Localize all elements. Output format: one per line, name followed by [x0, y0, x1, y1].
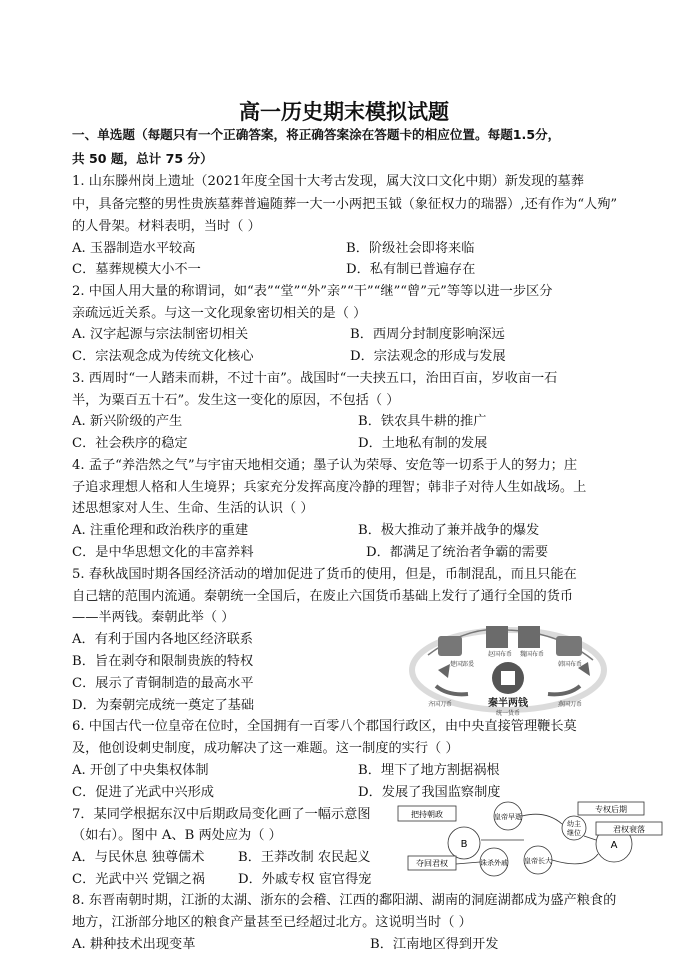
question-7-option-a: A．与民休息 独尊儒术: [72, 850, 205, 865]
question-3-option-b: B．铁农具牛耕的推广: [358, 414, 487, 429]
diagram-right-top-a: 幼主: [567, 820, 581, 828]
question-5-line-1: 5. 春秋战国时期各国经济活动的增加促进了货币的使用，但是，币制混乱，而且只能在: [72, 567, 577, 582]
coin-subcaption: 统一货币: [495, 710, 521, 716]
question-2-line-2: 亲疏远近关系。与这一文化现象密切相关的是（ ）: [72, 306, 367, 321]
question-3-option-a: A. 新兴阶级的产生: [72, 414, 183, 429]
question-5-option-c: C．展示了青铜制造的最高水平: [72, 676, 254, 691]
diagram-center-bottom: 皇帝长大: [524, 857, 552, 865]
question-5-line-3: ——半两钱。秦朝此举（ ）: [72, 610, 235, 625]
diagram-right-top-b: 继位: [567, 829, 581, 837]
question-3-line-1: 3. 西周时“一人踏耒而耕，不过十亩”。战国时“一夫挟五口，治田百亩，岁收亩一石: [72, 371, 558, 386]
question-5-option-a: A．有利于国内各地区经济联系: [72, 632, 253, 647]
question-6-line-1: 6. 中国古代一位皇帝在位时，全国拥有一百零八个郡国行政区，由中央直接管理鞭长莫: [72, 719, 577, 734]
question-4-option-b: B．极大推动了兼并战争的爆发: [358, 523, 540, 538]
diagram-center-left: 诛杀外戚: [480, 859, 508, 867]
question-6-option-a: A. 开创了中央集权体制: [72, 763, 209, 778]
question-7-option-c: C．光武中兴 党锢之祸: [72, 872, 205, 887]
question-3-option-c: C．社会秩序的稳定: [72, 436, 188, 451]
diagram-node-a: A: [610, 840, 618, 851]
question-4-option-a: A. 注重伦理和政治秩序的重建: [72, 523, 249, 538]
question-1-line-1: 1. 山东滕州岗上遗址（2021年度全国十大考古发现，属大汶口文化中期）新发现的墓葬: [72, 174, 584, 189]
question-5-option-d: D．为秦朝完成统一奠定了基础: [72, 698, 255, 713]
question-7-option-b: B．王莽改制 农民起义: [238, 850, 371, 865]
question-3-option-d: D．土地私有制的发展: [358, 436, 488, 451]
diagram-left-bottom: 夺回君权: [416, 859, 448, 868]
question-2-line-1: 2. 中国人用大量的称谓词，如“表”“堂”“外”亲”“干”“继”“曾”元”等等以进一步区分: [72, 284, 553, 299]
diagram-right-header: 专权后期: [595, 805, 627, 814]
question-1-option-b: B．阶级社会即将来临: [346, 241, 475, 256]
question-8-option-a: A. 耕种技术出现变革: [72, 937, 196, 952]
section-heading-line1: 一、单选题（每题只有一个正确答案，将正确答案涂在答题卡的相应位置。每题1.5分，: [72, 127, 561, 142]
question-2-option-b: B．西周分封制度影响深远: [350, 327, 505, 342]
question-4-line-2: 子追求理想人格和人生境界；兵家充分发挥高度冷静的理智；韩非子对待人生如战场。上: [72, 480, 587, 495]
coin-caption: 秦半两钱: [488, 698, 528, 709]
question-8-option-b: B．江南地区得到开发: [370, 937, 499, 952]
coin-label-1: 赵国布币: [488, 651, 513, 658]
question-3-line-2: 半，为粟百五十石”。发生这一变化的原因，不包括（ ）: [72, 393, 400, 408]
question-8-line-1: 8. 东晋南朝时期，江浙的太湖、浙东的会稽、江西的鄱阳湖、湖南的洞庭湖都成为盛产粮食的: [72, 893, 617, 908]
question-1-option-a: A. 玉器制造水平较高: [72, 241, 196, 256]
question-5-option-b: B．旨在剥夺和限制贵族的特权: [72, 654, 254, 669]
question-6-line-2: 及，他创设刺史制度，成功解决了这一难题。这一制度的实行（ ）: [72, 741, 459, 756]
coin-label-2: 魏国布币: [520, 651, 545, 658]
question-6-option-c: C．促进了光武中兴形成: [72, 785, 214, 800]
section-heading-line2: 共 50 题，总计 75 分）: [72, 151, 213, 166]
coin-unification-figure: [408, 620, 608, 716]
diagram-node-b: B: [460, 839, 468, 850]
politics-cycle-diagram: [396, 800, 666, 882]
question-7-line-1: 7．某同学根据东汉中后期政局变化画了一幅示意图: [72, 807, 371, 822]
question-7-option-d: D．外戚专权 宦官得宠: [238, 872, 372, 887]
diagram-right-mid: 君权衰落: [613, 825, 645, 834]
question-6-option-b: B．埋下了地方割据祸根: [358, 763, 500, 778]
coin-label-4: 齐国刀币: [428, 701, 453, 708]
diagram-left-top: 把持朝政: [411, 810, 443, 819]
question-1-option-c: C．墓葬规模大小不一: [72, 262, 201, 277]
question-2-option-c: C．宗法观念成为传统文化核心: [72, 349, 254, 364]
question-1-line-2: 中，具备完整的男性贵族墓葬普遍随葬一大一小两把玉钺（象征权力的瑞器）,还有作为“人殉”: [72, 197, 618, 212]
question-1-option-d: D．私有制已普遍存在: [346, 262, 476, 277]
question-8-line-2: 地方，江浙部分地区的粮食产量甚至已经超过北方。这说明当时（ ）: [72, 915, 472, 930]
coin-label-0: 楚国郢爰: [450, 661, 475, 668]
question-2-option-d: D．宗法观念的形成与发展: [350, 349, 506, 364]
question-6-option-d: D．发展了我国监察制度: [358, 785, 501, 800]
question-4-option-d: D．都满足了统治者争霸的需要: [366, 545, 549, 560]
coin-label-5: 燕国刀币: [558, 701, 583, 708]
question-4-line-1: 4. 孟子“养浩然之气”与宇宙天地相交通；墨子认为荣辱、安危等一切系于人的努力；庄: [72, 458, 578, 473]
question-4-option-c: C．是中华思想文化的丰富养料: [72, 545, 254, 560]
coin-label-3: 韩国布币: [558, 661, 583, 668]
question-4-line-3: 述思想家对人生、生命、生活的认识（ ）: [72, 501, 314, 516]
question-2-option-a: A. 汉字起源与宗法制密切相关: [72, 327, 249, 342]
page-title: 高一历史期末模拟试题: [239, 100, 449, 124]
question-5-line-2: 自己辖的范围内流通。秦朝统一全国后，在废止六国货币基础上发行了通行全国的货币: [72, 589, 574, 604]
diagram-center-top: 皇帝早逝: [494, 813, 522, 821]
question-7-line-2: （如右）。图中 A、B 两处应为（ ）: [72, 828, 282, 843]
question-1-line-3: 的人骨架。材料表明，当时（ ）: [72, 219, 261, 234]
